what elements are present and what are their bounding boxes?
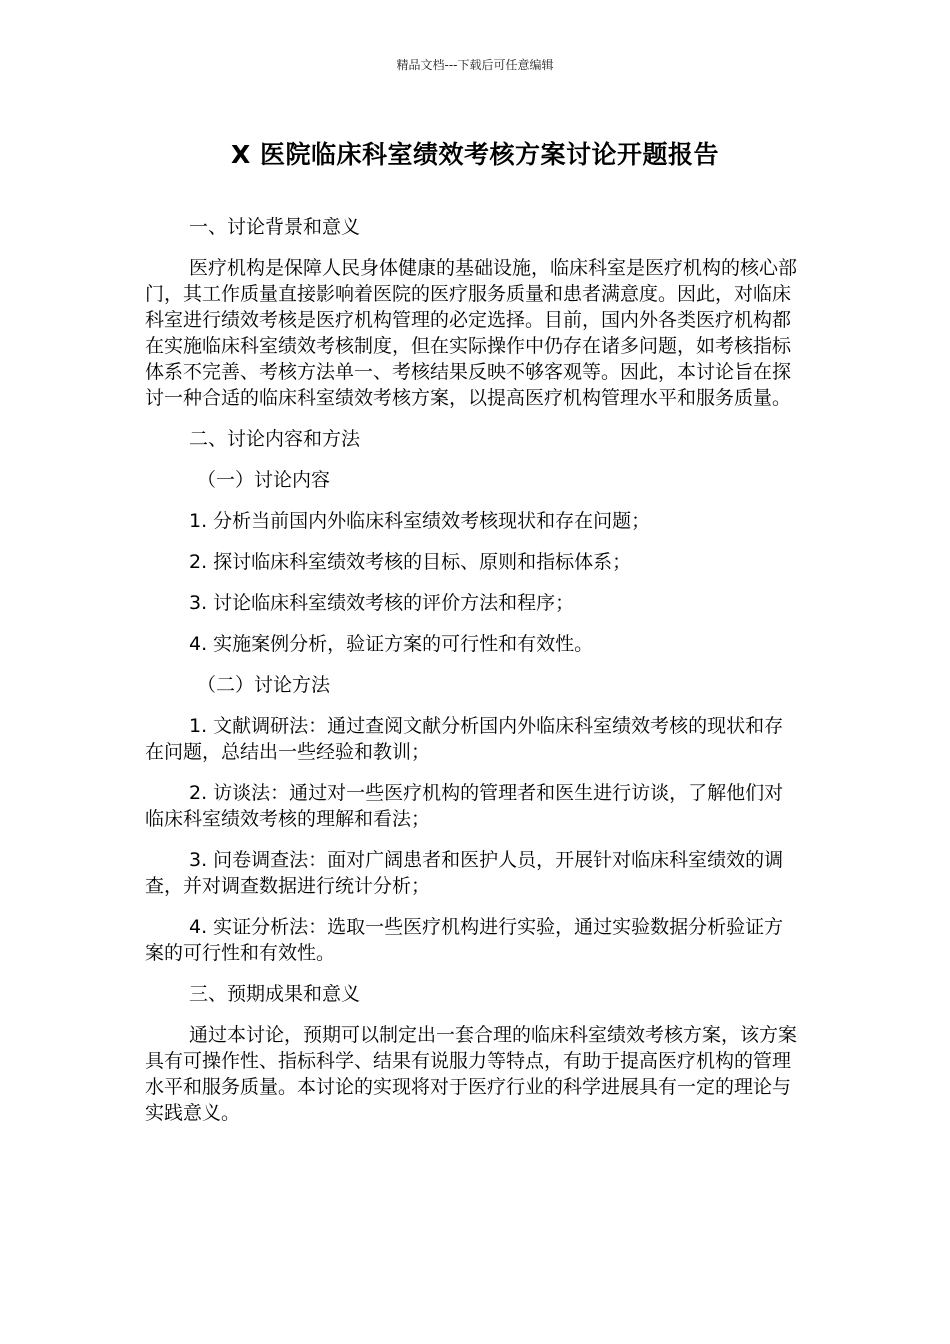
content-item-4: 4. 实施案例分析，验证方案的可行性和有效性。 — [189, 633, 594, 655]
document-body — [145, 214, 800, 1141]
method-item-1: 1. 文献调研法：通过查阅文献分析国内外临床科室绩效考核的现状和存在问题，总结出一些经验和教训； — [145, 715, 784, 763]
content-item-1: 1. 分析当前国内外临床科室绩效考核现状和存在问题； — [189, 510, 651, 532]
section-1-paragraph: 医疗机构是保障人民身体健康的基础设施，临床科室是医疗机构的核心部门，其工作质量直接影响着医院的医疗服务质量和患者满意度。因此，对临床科室进行绩效考核是医疗机构管理的必定选择。目前，国内外各类医疗机构都在实施临床科室绩效考核制度，但在实际操作中仍存在诸多问题，如考核指标体系不完善、考核方法单一、考核结果反映不够客观等。因此，本讨论旨在探讨一种合适的临床科室绩效考核方案，以提高医疗机构管理水平和服务质量。 — [145, 257, 798, 409]
page-header-note: 精品文档---下载后可任意编辑 — [396, 58, 554, 72]
section-2-heading: 二、讨论内容和方法 — [189, 428, 361, 450]
method-item-4: 4. 实证分析法：选取一些医疗机构进行实验，通过实验数据分析验证方案的可行性和有效性。 — [145, 916, 784, 964]
section-2-subheading-method: （二）讨论方法 — [197, 674, 331, 696]
section-1-heading: 一、讨论背景和意义 — [189, 216, 361, 238]
section-2-subheading-content: （一）讨论内容 — [197, 469, 331, 491]
section-3-paragraph: 通过本讨论，预期可以制定出一套合理的临床科室绩效考核方案，该方案具有可操作性、指标科学、结果有说服力等特点，有助于提高医疗机构的管理水平和服务质量。本讨论的实现将对于医疗行业的科学进展具有一定的理论与实践意义。 — [145, 1024, 798, 1124]
method-item-2: 2. 访谈法：通过对一些医疗机构的管理者和医生进行访谈，了解他们对临床科室绩效考核的理解和看法； — [145, 782, 784, 830]
document-title: X 医院临床科室绩效考核方案讨论开题报告 — [231, 140, 719, 169]
content-item-2: 2. 探讨临床科室绩效考核的目标、原则和指标体系； — [189, 551, 632, 573]
method-item-3: 3. 问卷调查法：面对广阔患者和医护人员，开展针对临床科室绩效的调查，并对调查数据进行统计分析； — [145, 849, 784, 897]
content-item-3: 3. 讨论临床科室绩效考核的评价方法和程序； — [189, 592, 575, 614]
section-3-heading: 三、预期成果和意义 — [189, 983, 361, 1005]
